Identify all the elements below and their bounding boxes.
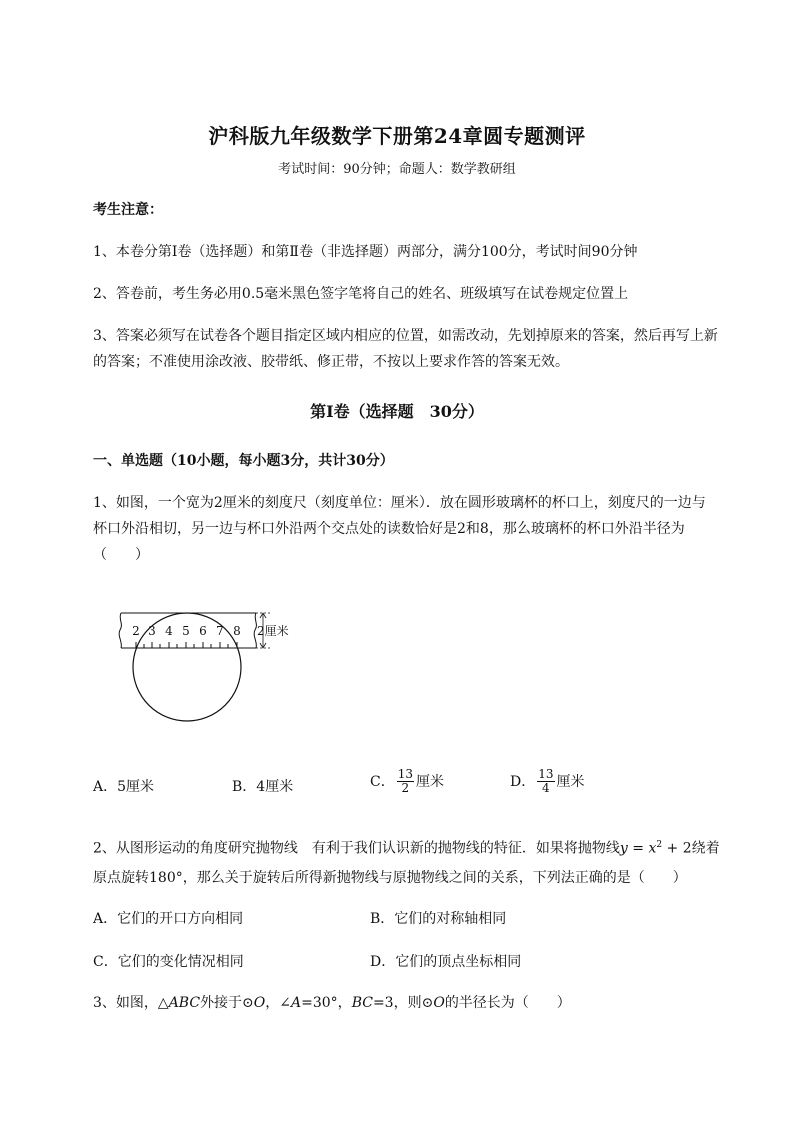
ruler-width-label: 2厘米 [257, 624, 289, 638]
math-variable: A [291, 995, 302, 1011]
fraction-denominator: 4 [542, 781, 550, 795]
formula-exponent: 2 [656, 840, 663, 850]
question-1-line-3: （ ） [93, 547, 149, 563]
ruler-tick-label: 6 [199, 624, 207, 638]
question-3-text: ，∠ [265, 995, 292, 1011]
q1-option-b: B．4厘米 [232, 779, 294, 795]
question-2-line-2: 原点旋转180°，那么关于旋转后所得新抛物线与原抛物线之间的关系，下列法正确的是（ ） [93, 870, 687, 886]
math-variable: O [433, 995, 445, 1011]
formula-variable: y [619, 840, 628, 857]
ruler-tick-label: 4 [165, 624, 173, 638]
ruler-tick-label: 3 [148, 624, 156, 638]
math-variable: O [253, 995, 266, 1011]
question-1-line-2: 杯口外沿相切，另一边与杯口外沿两个交点处的读数恰好是2和8，那么玻璃杯的杯口外沿半径为 [93, 521, 685, 537]
fraction [537, 768, 554, 795]
q1-option-c [370, 768, 444, 795]
q1-option-a: A．5厘米 [93, 779, 155, 795]
math-variable: ABC [168, 995, 201, 1011]
ruler-tick-label: 2 [132, 624, 140, 638]
notice-item-2: 2、答卷前，考生务必用0.5毫米黑色签字笔将自己的姓名、班级填写在试卷规定位置上 [93, 286, 629, 302]
ruler-tick-label: 7 [216, 624, 224, 638]
q2-option-d: D．它们的顶点坐标相同 [370, 954, 522, 970]
notice-item-3: 3、答案必须写在试卷各个题目指定区域内相应的位置，如需改动，先划掉原来的答案，然后再写上新 [93, 328, 718, 344]
exam-subtitle: 考试时间：90分钟；命题人：数学教研组 [278, 162, 516, 177]
fraction-numerator: 13 [397, 767, 413, 781]
q2-option-a: A．它们的开口方向相同 [93, 911, 244, 927]
question-2-text: 绕着 [691, 840, 720, 857]
question-3-text: =30°， [301, 995, 352, 1011]
question-3-text: 3、如图，△ [93, 995, 169, 1011]
formula-constant: + 2 [662, 840, 692, 857]
math-variable: BC [351, 995, 373, 1011]
notice-heading: 考生注意： [93, 202, 163, 218]
ruler-cup-figure [110, 604, 290, 726]
page-title: 沪科版九年级数学下册第24章圆专题测评 [208, 124, 586, 148]
q2-option-b: B．它们的对称轴相同 [370, 911, 507, 927]
question-2-line-1 [93, 835, 720, 859]
q1-option-c-label: C． [370, 773, 395, 790]
q2-option-c: C．它们的变化情况相同 [93, 954, 244, 970]
fraction-numerator: 13 [538, 767, 554, 781]
ruler-tick-label: 5 [182, 624, 190, 638]
question-3-text: =3，则⊙ [372, 995, 434, 1011]
formula-operator: = [627, 840, 649, 857]
ruler-break-left [119, 613, 121, 648]
question-3-text: 的半径长为（ ） [444, 995, 571, 1011]
notice-item-3-continued: 的答案；不准使用涂改液、胶带纸、修正带，不按以上要求作答的答案无效。 [93, 354, 569, 370]
section-title: 第I卷（选择题 30分） [310, 402, 484, 421]
q1-option-d [510, 768, 585, 795]
fraction [397, 768, 414, 795]
question-3-text: 外接于⊙ [200, 995, 254, 1011]
q1-option-d-unit: 厘米 [556, 773, 585, 790]
q1-option-d-label: D． [510, 773, 536, 790]
ruler-tick-marks [136, 642, 237, 648]
question-2-text: 2、从图形运动的角度研究抛物线 有利于我们认识新的抛物线的特征．如果将抛物线 [93, 840, 620, 857]
formula-variable: x [648, 840, 657, 857]
notice-item-1: 1、本卷分第I卷（选择题）和第Ⅱ卷（非选择题）两部分，满分100分，考试时间90分钟 [93, 244, 638, 260]
q1-option-c-unit: 厘米 [416, 773, 444, 790]
question-1-line-1: 1、如图，一个宽为2厘米的刻度尺（刻度单位：厘米）．放在圆形玻璃杯的杯口上，刻度尺的一边与 [93, 495, 706, 511]
question-3-line-1 [93, 993, 571, 1013]
part-heading: 一、单选题（10小题，每小题3分，共计30分） [93, 453, 394, 469]
ruler-tick-label: 8 [233, 624, 241, 638]
fraction-denominator: 2 [401, 781, 410, 795]
